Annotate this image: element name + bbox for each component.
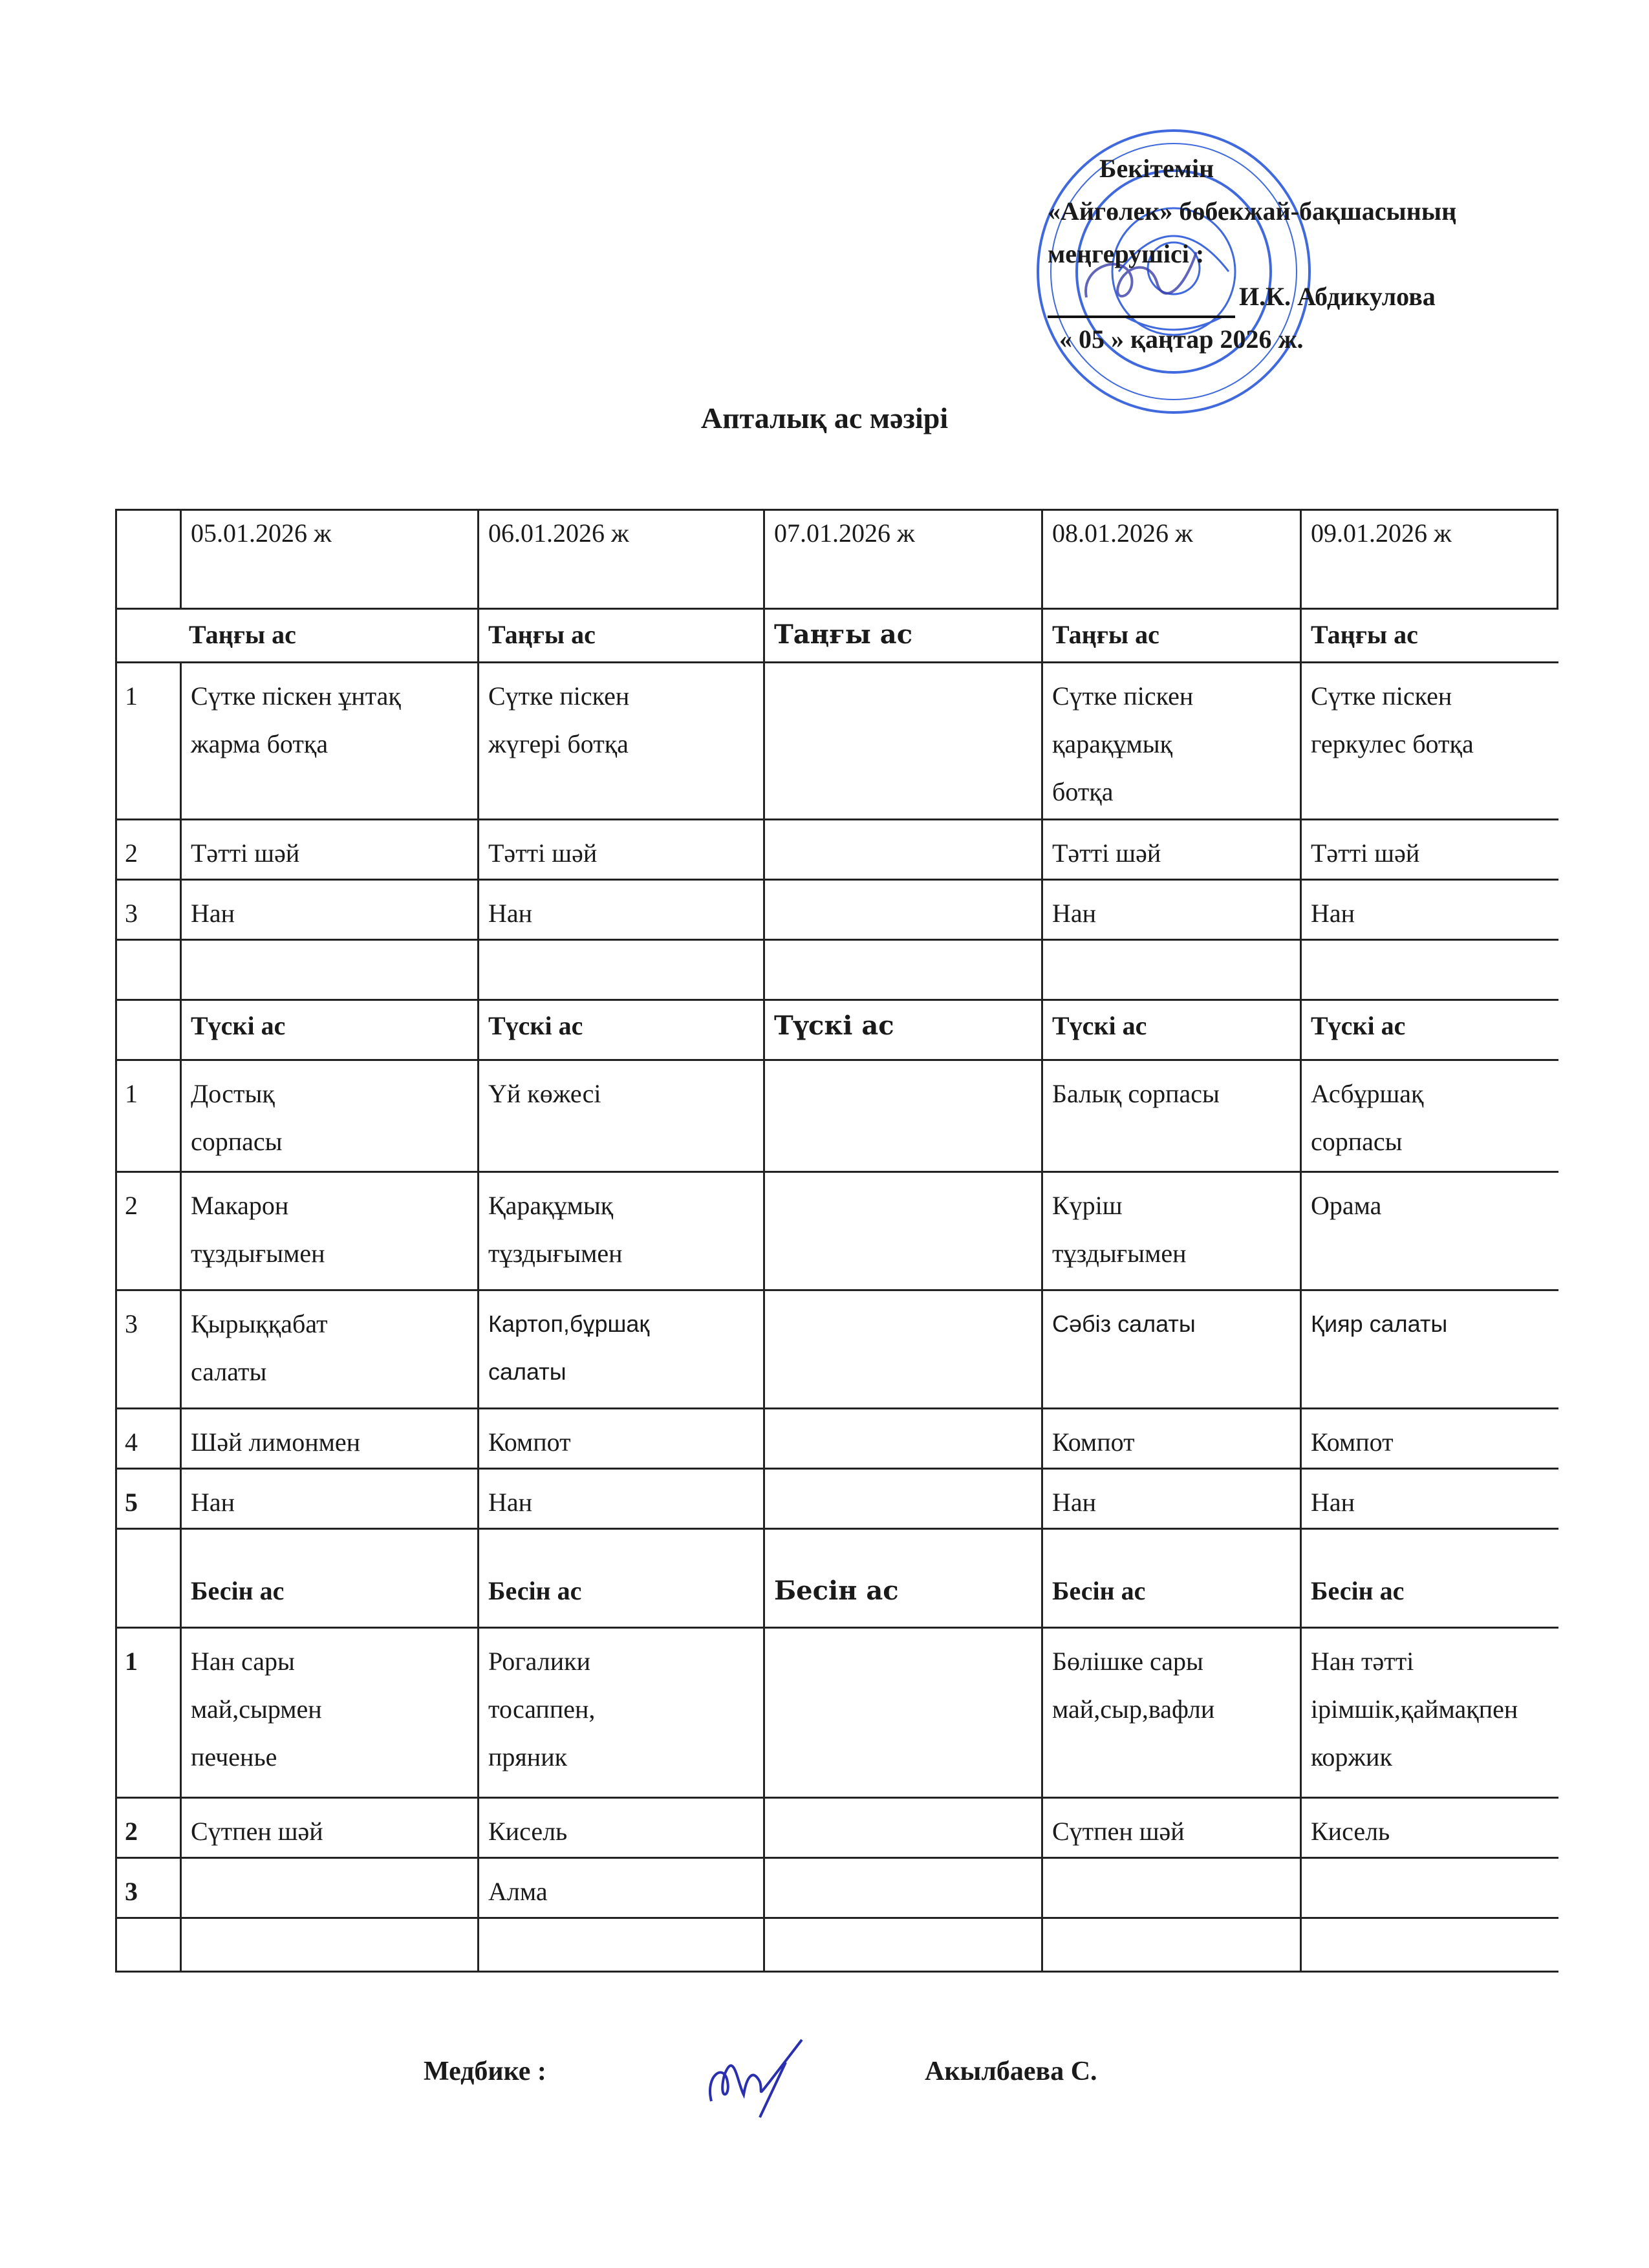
dish-cell: Сүтке піскен геркулес ботқа — [1300, 663, 1558, 818]
snack-label: Бесін ас — [477, 1530, 763, 1627]
lunch-header-row — [115, 999, 1558, 1059]
dish-cell — [1300, 941, 1558, 999]
dish-cell — [763, 1291, 1041, 1407]
dish-cell: Тәтті шәй — [1300, 820, 1558, 879]
item-number: 5 — [115, 1470, 180, 1528]
dish-cell — [763, 1409, 1041, 1468]
dish-cell: Компот — [477, 1409, 763, 1468]
dish-cell — [1041, 1859, 1300, 1917]
dish-cell: Сүтпен шәй — [180, 1799, 477, 1857]
menu-item-row — [115, 1917, 1558, 1973]
dish-cell: Тәтті шәй — [477, 820, 763, 879]
breakfast-label: Таңғы ас — [189, 620, 296, 649]
dish-cell — [477, 1919, 763, 1971]
dish-cell: Компот — [1300, 1409, 1558, 1468]
item-number — [115, 941, 180, 999]
dish-cell — [180, 1919, 477, 1971]
corner-cell — [115, 511, 180, 608]
dish-cell: Нан — [180, 881, 477, 939]
dish-cell — [180, 941, 477, 999]
item-number: 3 — [115, 1291, 180, 1407]
dish-cell: Қияр салаты — [1300, 1291, 1558, 1407]
dish-cell: Рогалики тосаппен, пряник — [477, 1629, 763, 1797]
approval-block — [1048, 147, 1591, 361]
dish-cell: Балық сорпасы — [1041, 1061, 1300, 1171]
dish-cell — [763, 1799, 1041, 1857]
dish-cell — [1041, 941, 1300, 999]
lunch-label: Түскі ас — [477, 1001, 763, 1059]
lunch-label: Түскі ас — [180, 1001, 477, 1059]
dish-cell: Компот — [1041, 1409, 1300, 1468]
director-name: И.К. Абдикулова — [1239, 282, 1436, 311]
item-number: 2 — [115, 1173, 180, 1289]
lunch-label: Түскі ас — [1041, 1001, 1300, 1059]
menu-item-row — [115, 1407, 1558, 1468]
dish-cell: Орама — [1300, 1173, 1558, 1289]
dish-cell — [763, 1919, 1041, 1971]
menu-item-row — [115, 879, 1558, 939]
menu-item-row — [115, 1797, 1558, 1857]
menu-item-row — [115, 939, 1558, 999]
snack-label: Бесін ас — [763, 1530, 1041, 1627]
page-title: Апталық ас мәзірі — [700, 401, 949, 434]
dish-cell: Нан — [477, 1470, 763, 1528]
menu-item-row — [115, 1059, 1558, 1171]
dish-cell: Достық сорпасы — [180, 1061, 477, 1171]
dish-cell: Шәй лимонмен — [180, 1409, 477, 1468]
item-number: 1 — [115, 1061, 180, 1171]
dish-cell: Нан сары май,сырмен печенье — [180, 1629, 477, 1797]
director-title: меңгерушісі : — [1048, 239, 1205, 268]
breakfast-header-row — [115, 608, 1558, 661]
date-cell: 09.01.2026 ж — [1300, 511, 1558, 608]
dish-cell: Кисель — [477, 1799, 763, 1857]
date-cell: 08.01.2026 ж — [1041, 511, 1300, 608]
footer-signature — [0, 2037, 1649, 2114]
menu-item-row — [115, 1468, 1558, 1528]
menu-item-row — [115, 661, 1558, 818]
dish-cell: Қырыққабат салаты — [180, 1291, 477, 1407]
breakfast-label: Таңғы ас — [1300, 610, 1558, 661]
meal-num-cell — [115, 1530, 180, 1627]
item-number: 2 — [115, 820, 180, 879]
dish-cell: Картоп,бұршақ салаты — [477, 1291, 763, 1407]
nurse-label: Медбике : — [424, 2057, 546, 2086]
dish-cell — [763, 941, 1041, 999]
dish-cell: Нан — [180, 1470, 477, 1528]
breakfast-label: Таңғы ас — [477, 610, 763, 661]
nurse-signature — [698, 2037, 828, 2121]
menu-item-row — [115, 1171, 1558, 1289]
dish-cell — [763, 1173, 1041, 1289]
breakfast-label: Таңғы ас — [763, 610, 1041, 661]
item-number: 2 — [115, 1799, 180, 1857]
dish-cell: Тәтті шәй — [1041, 820, 1300, 879]
menu-item-row — [115, 1627, 1558, 1797]
dish-cell: Сүтке піскен ұнтақ жарма ботқа — [180, 663, 477, 818]
dish-cell: Нан — [1041, 1470, 1300, 1528]
snack-label: Бесін ас — [180, 1530, 477, 1627]
dish-cell: Күріш тұздығымен — [1041, 1173, 1300, 1289]
item-number: 3 — [115, 881, 180, 939]
dish-cell — [1041, 1919, 1300, 1971]
lunch-label: Түскі ас — [763, 1001, 1041, 1059]
date-cell: 05.01.2026 ж — [180, 511, 477, 608]
dish-cell: Сүтпен шәй — [1041, 1799, 1300, 1857]
dish-cell — [477, 941, 763, 999]
dish-cell: Нан тәтті ірімшік,қаймақпен коржик — [1300, 1629, 1558, 1797]
dish-cell: Асбұршақ сорпасы — [1300, 1061, 1558, 1171]
dish-cell: Бөлішке сары май,сыр,вафли — [1041, 1629, 1300, 1797]
dish-cell: Сүтке піскен жүгері ботқа — [477, 663, 763, 818]
signature-line — [1048, 287, 1235, 318]
kindergarten-name: «Айгөлек» бөбекжай-бақшасының — [1048, 197, 1457, 226]
dish-cell — [763, 1470, 1041, 1528]
breakfast-label: Таңғы ас — [1041, 610, 1300, 661]
menu-item-row — [115, 818, 1558, 879]
item-number: 3 — [115, 1859, 180, 1917]
approval-date: « 05 » қаңтар 2026 ж. — [1059, 325, 1304, 354]
dish-cell: Макарон тұздығымен — [180, 1173, 477, 1289]
dish-cell: Нан — [1041, 881, 1300, 939]
dish-cell — [1300, 1859, 1558, 1917]
dish-cell: Сәбіз салаты — [1041, 1291, 1300, 1407]
weekly-menu-table — [115, 509, 1558, 1973]
dish-cell — [763, 1061, 1041, 1171]
nurse-name: Акылбаева С. — [925, 2057, 1097, 2086]
dish-cell — [763, 663, 1041, 818]
item-number: 4 — [115, 1409, 180, 1468]
dish-cell: Алма — [477, 1859, 763, 1917]
dish-cell: Нан — [1300, 881, 1558, 939]
meal-num-cell — [115, 1001, 180, 1059]
snack-label: Бесін ас — [1300, 1530, 1558, 1627]
meal-num-cell — [115, 610, 180, 661]
dish-cell: Кисель — [1300, 1799, 1558, 1857]
lunch-label: Түскі ас — [1300, 1001, 1558, 1059]
dish-cell: Үй көжесі — [477, 1061, 763, 1171]
snack-label: Бесін ас — [1041, 1530, 1300, 1627]
snack-header-row — [115, 1528, 1558, 1627]
item-number: 1 — [115, 663, 180, 818]
menu-item-row — [115, 1857, 1558, 1917]
approval-heading: Бекітемін — [1099, 154, 1214, 183]
dish-cell — [763, 1629, 1041, 1797]
dish-cell — [763, 820, 1041, 879]
date-cell: 07.01.2026 ж — [763, 511, 1041, 608]
dish-cell: Сүтке піскен қарақұмық ботқа — [1041, 663, 1300, 818]
dish-cell — [763, 1859, 1041, 1917]
dish-cell: Тәтті шәй — [180, 820, 477, 879]
dish-cell: Нан — [1300, 1470, 1558, 1528]
date-cell: 06.01.2026 ж — [477, 511, 763, 608]
menu-item-row — [115, 1289, 1558, 1407]
dish-cell: Қарақұмық тұздығымен — [477, 1173, 763, 1289]
dish-cell — [1300, 1919, 1558, 1971]
date-header-row — [115, 509, 1558, 608]
dish-cell: Нан — [477, 881, 763, 939]
item-number — [115, 1919, 180, 1971]
item-number: 1 — [115, 1629, 180, 1797]
dish-cell — [180, 1859, 477, 1917]
dish-cell — [763, 881, 1041, 939]
